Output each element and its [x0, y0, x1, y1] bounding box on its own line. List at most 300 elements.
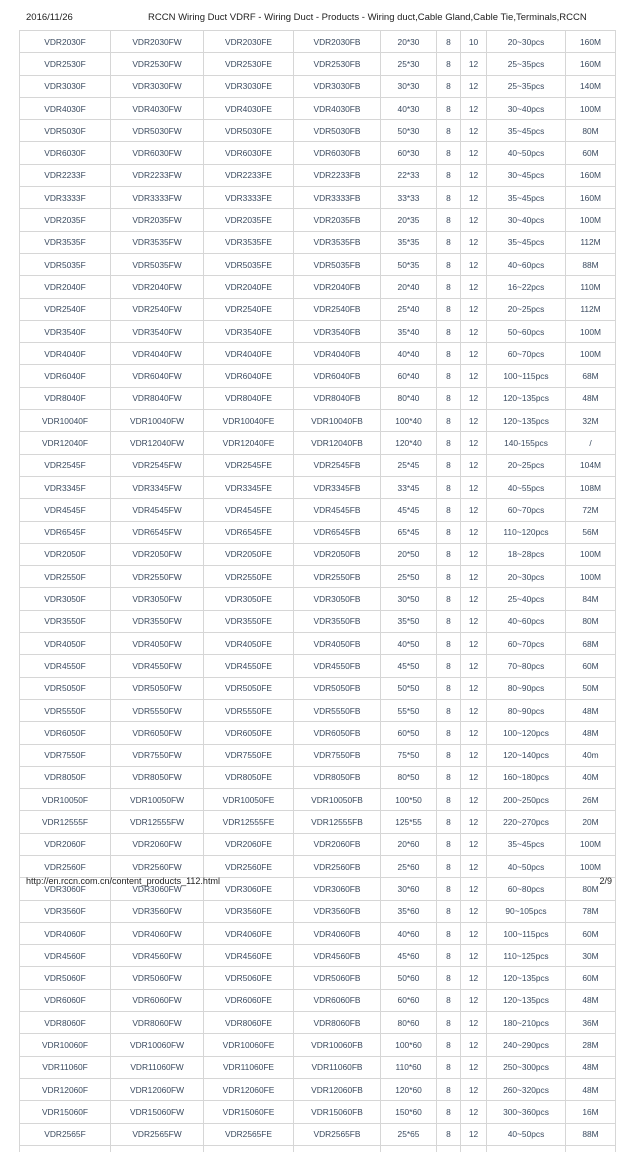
- table-cell: 12: [461, 343, 487, 365]
- table-cell: 10: [461, 31, 487, 53]
- table-cell: 140M: [566, 75, 616, 97]
- table-cell: VDR2030F: [20, 31, 111, 53]
- table-cell: VDR2560FW: [111, 855, 204, 877]
- table-cell: VDR3345FE: [204, 476, 294, 498]
- table-cell: 50*60: [381, 967, 437, 989]
- table-cell: VDR2060FE: [204, 833, 294, 855]
- table-cell: VDR2040FE: [204, 276, 294, 298]
- table-cell: VDR11060FW: [111, 1056, 204, 1078]
- table-cell: VDR3560FB: [294, 900, 381, 922]
- table-row: [20, 499, 616, 521]
- table-cell: 40M: [566, 766, 616, 788]
- table-cell: VDR3030FW: [111, 75, 204, 97]
- table-cell: 25~35pcs: [487, 75, 566, 97]
- table-cell: 12: [461, 410, 487, 432]
- table-cell: VDR5060FW: [111, 967, 204, 989]
- table-cell: 8: [437, 967, 461, 989]
- table-cell: VDR11060F: [20, 1056, 111, 1078]
- table-cell: VDR11060FE: [204, 1056, 294, 1078]
- table-cell: VDR10040F: [20, 410, 111, 432]
- table-cell: 12: [461, 789, 487, 811]
- table-cell: VDR3560F: [20, 900, 111, 922]
- table-cell: VDR5030F: [20, 120, 111, 142]
- table-cell: VDR2050FB: [294, 543, 381, 565]
- table-cell: VDR2040F: [20, 276, 111, 298]
- table-cell: 45*45: [381, 499, 437, 521]
- table-cell: 50*35: [381, 253, 437, 275]
- table-cell: 12: [461, 655, 487, 677]
- table-cell: 12: [461, 1101, 487, 1123]
- table-cell: 25*30: [381, 53, 437, 75]
- table-cell: 8: [437, 900, 461, 922]
- table-cell: 84M: [566, 588, 616, 610]
- table-cell: 80M: [566, 878, 616, 900]
- table-cell: VDR4040FB: [294, 343, 381, 365]
- table-cell: VDR7550FB: [294, 744, 381, 766]
- table-row: [20, 365, 616, 387]
- table-cell: [381, 1145, 437, 1152]
- table-cell: 20~30pcs: [487, 566, 566, 588]
- table-cell: VDR4560FB: [294, 945, 381, 967]
- table-cell: 12: [461, 1078, 487, 1100]
- table-cell: 8: [437, 454, 461, 476]
- table-cell: 35~45pcs: [487, 833, 566, 855]
- table-cell: 110~120pcs: [487, 521, 566, 543]
- table-cell: 8: [437, 1101, 461, 1123]
- table-cell: 180~210pcs: [487, 1012, 566, 1034]
- table-cell: VDR5030FB: [294, 120, 381, 142]
- table-cell: VDR3550F: [20, 610, 111, 632]
- table-cell: 12: [461, 231, 487, 253]
- table-cell: 20~30pcs: [487, 31, 566, 53]
- table-cell: 50M: [566, 677, 616, 699]
- table-cell: VDR12555FW: [111, 811, 204, 833]
- table-cell: [20, 1145, 111, 1152]
- table-cell: 33*45: [381, 476, 437, 498]
- table-cell: 65*45: [381, 521, 437, 543]
- table-cell: VDR4050FE: [204, 633, 294, 655]
- table-row: [20, 922, 616, 944]
- table-cell: 12: [461, 1012, 487, 1034]
- table-cell: [294, 1145, 381, 1152]
- table-cell: 12: [461, 989, 487, 1011]
- table-cell: [461, 1145, 487, 1152]
- table-row: [20, 142, 616, 164]
- table-cell: 8: [437, 655, 461, 677]
- table-cell: VDR4560F: [20, 945, 111, 967]
- table-cell: 60~70pcs: [487, 633, 566, 655]
- table-cell: 80*50: [381, 766, 437, 788]
- table-cell: 40~50pcs: [487, 855, 566, 877]
- table-cell: 48M: [566, 1056, 616, 1078]
- table-cell: VDR3050FB: [294, 588, 381, 610]
- table-cell: VDR8060FE: [204, 1012, 294, 1034]
- table-cell: 25~40pcs: [487, 588, 566, 610]
- table-cell: 8: [437, 31, 461, 53]
- table-row: [20, 53, 616, 75]
- table-cell: VDR5030FE: [204, 120, 294, 142]
- table-cell: VDR3535FE: [204, 231, 294, 253]
- table-cell: 8: [437, 120, 461, 142]
- table-cell: VDR3345FB: [294, 476, 381, 498]
- table-cell: 88M: [566, 253, 616, 275]
- table-cell: VDR5030FW: [111, 120, 204, 142]
- table-cell: VDR2545FB: [294, 454, 381, 476]
- table-cell: 78M: [566, 900, 616, 922]
- table-cell: VDR3540FB: [294, 320, 381, 342]
- table-cell: 30*50: [381, 588, 437, 610]
- table-cell: 8: [437, 432, 461, 454]
- table-cell: VDR4030F: [20, 97, 111, 119]
- table-row: [20, 75, 616, 97]
- table-cell: 12: [461, 722, 487, 744]
- table-cell: VDR8040FE: [204, 387, 294, 409]
- table-cell: 200~250pcs: [487, 789, 566, 811]
- table-cell: VDR15060FW: [111, 1101, 204, 1123]
- table-cell: 140-155pcs: [487, 432, 566, 454]
- table-cell: 40~50pcs: [487, 142, 566, 164]
- table-cell: 12: [461, 1034, 487, 1056]
- table-cell: 35~45pcs: [487, 120, 566, 142]
- table-cell: 80~90pcs: [487, 677, 566, 699]
- table-cell: 240~290pcs: [487, 1034, 566, 1056]
- table-cell: VDR6060FW: [111, 989, 204, 1011]
- table-cell: VDR2060FB: [294, 833, 381, 855]
- table-cell: VDR12040FB: [294, 432, 381, 454]
- table-cell: 75*50: [381, 744, 437, 766]
- table-cell: 8: [437, 1078, 461, 1100]
- table-cell: 12: [461, 699, 487, 721]
- table-cell: 60~80pcs: [487, 878, 566, 900]
- table-cell: 8: [437, 744, 461, 766]
- table-row: [20, 610, 616, 632]
- table-cell: 48M: [566, 699, 616, 721]
- table-cell: 120~135pcs: [487, 387, 566, 409]
- table-cell: 8: [437, 922, 461, 944]
- page-title: RCCN Wiring Duct VDRF - Wiring Duct - Products - Wiring duct,Cable Gland,Cable Tie,Terminals,RCCN: [148, 12, 587, 23]
- table-cell: 8: [437, 766, 461, 788]
- table-cell: 40~55pcs: [487, 476, 566, 498]
- table-cell: VDR2030FB: [294, 31, 381, 53]
- table-cell: VDR8050FB: [294, 766, 381, 788]
- table-cell: VDR2550F: [20, 566, 111, 588]
- table-cell: VDR15060FE: [204, 1101, 294, 1123]
- table-cell: 8: [437, 677, 461, 699]
- table-cell: VDR5060FB: [294, 967, 381, 989]
- table-cell: 100M: [566, 543, 616, 565]
- page-number: 2/9: [599, 876, 612, 886]
- table-cell: 30~45pcs: [487, 164, 566, 186]
- table-cell: 12: [461, 900, 487, 922]
- table-cell: VDR2040FW: [111, 276, 204, 298]
- table-cell: 48M: [566, 387, 616, 409]
- table-cell: 80M: [566, 120, 616, 142]
- table-cell: VDR11060FB: [294, 1056, 381, 1078]
- table-cell: VDR4060FB: [294, 922, 381, 944]
- table-cell: VDR4040FE: [204, 343, 294, 365]
- table-cell: 40*30: [381, 97, 437, 119]
- table-cell: 32M: [566, 410, 616, 432]
- table-cell: 40~60pcs: [487, 253, 566, 275]
- table-cell: 8: [437, 588, 461, 610]
- table-cell: VDR3345F: [20, 476, 111, 498]
- table-row: [20, 1078, 616, 1100]
- table-row: [20, 1101, 616, 1123]
- table-cell: VDR2565FB: [294, 1123, 381, 1145]
- table-cell: VDR5035FE: [204, 253, 294, 275]
- table-cell: VDR12040F: [20, 432, 111, 454]
- table-cell: VDR6040F: [20, 365, 111, 387]
- table-cell: 12: [461, 1123, 487, 1145]
- table-cell: 60M: [566, 655, 616, 677]
- table-cell: 12: [461, 677, 487, 699]
- table-cell: VDR10060FE: [204, 1034, 294, 1056]
- table-cell: VDR6050FB: [294, 722, 381, 744]
- table-cell: VDR3535F: [20, 231, 111, 253]
- table-cell: 8: [437, 298, 461, 320]
- table-cell: VDR2530FW: [111, 53, 204, 75]
- table-cell: VDR8060F: [20, 1012, 111, 1034]
- table-cell: VDR4060F: [20, 922, 111, 944]
- table-cell: 100*60: [381, 1034, 437, 1056]
- table-cell: 50~60pcs: [487, 320, 566, 342]
- table-cell: 12: [461, 521, 487, 543]
- table-cell: VDR2560FE: [204, 855, 294, 877]
- table-cell: 250~300pcs: [487, 1056, 566, 1078]
- table-cell: 20~25pcs: [487, 454, 566, 476]
- table-cell: 25*60: [381, 855, 437, 877]
- table-cell: 12: [461, 744, 487, 766]
- table-cell: VDR3060FB: [294, 878, 381, 900]
- table-cell: VDR15060F: [20, 1101, 111, 1123]
- table-cell: VDR10050FW: [111, 789, 204, 811]
- table-cell: 8: [437, 410, 461, 432]
- table-row: [20, 766, 616, 788]
- table-cell: 12: [461, 298, 487, 320]
- table-cell: VDR2030FW: [111, 31, 204, 53]
- table-cell: VDR2550FE: [204, 566, 294, 588]
- table-cell: 12: [461, 588, 487, 610]
- table-row: [20, 566, 616, 588]
- table-row: [20, 432, 616, 454]
- table-cell: 100M: [566, 855, 616, 877]
- table-row: [20, 989, 616, 1011]
- table-cell: [204, 1145, 294, 1152]
- table-cell: VDR5550FB: [294, 699, 381, 721]
- table-cell: 8: [437, 543, 461, 565]
- table-cell: VDR3060F: [20, 878, 111, 900]
- table-cell: VDR4560FW: [111, 945, 204, 967]
- table-cell: VDR3540FE: [204, 320, 294, 342]
- print-date: 2016/11/26: [26, 12, 73, 23]
- table-cell: 8: [437, 633, 461, 655]
- table-cell: VDR8050FE: [204, 766, 294, 788]
- table-cell: 72M: [566, 499, 616, 521]
- table-row: [20, 633, 616, 655]
- table-cell: 28M: [566, 1034, 616, 1056]
- table-cell: VDR8060FB: [294, 1012, 381, 1034]
- table-cell: VDR2060FW: [111, 833, 204, 855]
- table-cell: 40~60pcs: [487, 610, 566, 632]
- table-cell: 30*30: [381, 75, 437, 97]
- table-cell: 35*60: [381, 900, 437, 922]
- table-cell: 150*60: [381, 1101, 437, 1123]
- table-cell: 112M: [566, 231, 616, 253]
- table-cell: 30*60: [381, 878, 437, 900]
- table-cell: 25*45: [381, 454, 437, 476]
- table-cell: 112M: [566, 298, 616, 320]
- table-cell: 25*65: [381, 1123, 437, 1145]
- table-cell: VDR6030FB: [294, 142, 381, 164]
- table-cell: 16~22pcs: [487, 276, 566, 298]
- table-cell: [111, 1145, 204, 1152]
- table-cell: 12: [461, 878, 487, 900]
- table-cell: VDR5035FB: [294, 253, 381, 275]
- table-cell: 8: [437, 387, 461, 409]
- table-cell: 20*60: [381, 833, 437, 855]
- table-cell: 12: [461, 633, 487, 655]
- table-cell: VDR2233FB: [294, 164, 381, 186]
- table-cell: 8: [437, 1012, 461, 1034]
- table-cell: VDR6030FE: [204, 142, 294, 164]
- table-row: [20, 343, 616, 365]
- table-cell: 8: [437, 521, 461, 543]
- table-cell: 25*50: [381, 566, 437, 588]
- table-cell: 30~40pcs: [487, 209, 566, 231]
- table-row: [20, 677, 616, 699]
- table-cell: VDR2550FW: [111, 566, 204, 588]
- table-cell: VDR2233FE: [204, 164, 294, 186]
- table-cell: 100M: [566, 209, 616, 231]
- table-cell: VDR2233F: [20, 164, 111, 186]
- table-cell: VDR3060FW: [111, 878, 204, 900]
- table-cell: 68M: [566, 365, 616, 387]
- table-cell: 35*40: [381, 320, 437, 342]
- table-cell: VDR6545F: [20, 521, 111, 543]
- table-cell: 160M: [566, 53, 616, 75]
- table-cell: 100M: [566, 566, 616, 588]
- table-cell: 120~140pcs: [487, 744, 566, 766]
- table-cell: 8: [437, 476, 461, 498]
- table-cell: VDR4040FW: [111, 343, 204, 365]
- table-cell: 12: [461, 833, 487, 855]
- table-cell: 20*30: [381, 31, 437, 53]
- table-cell: VDR3333FE: [204, 187, 294, 209]
- table-cell: 20M: [566, 811, 616, 833]
- table-cell: [437, 1145, 461, 1152]
- table-cell: 56M: [566, 521, 616, 543]
- table-row: [20, 31, 616, 53]
- table-cell: 35*35: [381, 231, 437, 253]
- table-cell: VDR3560FW: [111, 900, 204, 922]
- table-cell: VDR4050F: [20, 633, 111, 655]
- table-cell: VDR3030FB: [294, 75, 381, 97]
- table-row: [20, 454, 616, 476]
- table-cell: 40*60: [381, 922, 437, 944]
- table-row: [20, 811, 616, 833]
- table-cell: 80*40: [381, 387, 437, 409]
- table-row: [20, 833, 616, 855]
- table-cell: 22*33: [381, 164, 437, 186]
- table-cell: 8: [437, 833, 461, 855]
- table-cell: 36M: [566, 1012, 616, 1034]
- table-cell: VDR6040FB: [294, 365, 381, 387]
- table-row: [20, 253, 616, 275]
- table-cell: VDR3333FW: [111, 187, 204, 209]
- table-cell: 8: [437, 320, 461, 342]
- table-cell: VDR3540FW: [111, 320, 204, 342]
- table-cell: VDR4040F: [20, 343, 111, 365]
- table-cell: VDR6060FB: [294, 989, 381, 1011]
- table-cell: VDR3535FW: [111, 231, 204, 253]
- table-cell: VDR6050F: [20, 722, 111, 744]
- table-cell: VDR3030F: [20, 75, 111, 97]
- table-cell: 12: [461, 499, 487, 521]
- table-cell: 160M: [566, 164, 616, 186]
- table-cell: VDR4050FW: [111, 633, 204, 655]
- table-cell: 12: [461, 142, 487, 164]
- table-cell: 50*50: [381, 677, 437, 699]
- table-cell: 12: [461, 811, 487, 833]
- table-cell: VDR4545FB: [294, 499, 381, 521]
- table-cell: 40*50: [381, 633, 437, 655]
- table-cell: 160M: [566, 187, 616, 209]
- table-cell: VDR2035FW: [111, 209, 204, 231]
- table-cell: 60*40: [381, 365, 437, 387]
- table-cell: VDR4550FB: [294, 655, 381, 677]
- table-cell: VDR6545FE: [204, 521, 294, 543]
- table-cell: VDR3060FE: [204, 878, 294, 900]
- table-cell: 60*50: [381, 722, 437, 744]
- table-cell: 8: [437, 945, 461, 967]
- table-cell: 12: [461, 967, 487, 989]
- table-cell: 80~90pcs: [487, 699, 566, 721]
- table-cell: VDR2560F: [20, 855, 111, 877]
- table-cell: 48M: [566, 722, 616, 744]
- table-cell: 8: [437, 499, 461, 521]
- table-cell: VDR4060FE: [204, 922, 294, 944]
- table-row: [20, 1123, 616, 1145]
- table-cell: 60M: [566, 967, 616, 989]
- table-cell: VDR2545FW: [111, 454, 204, 476]
- table-cell: VDR7550FE: [204, 744, 294, 766]
- table-cell: VDR2030FE: [204, 31, 294, 53]
- table-row: [20, 900, 616, 922]
- table-cell: 100*40: [381, 410, 437, 432]
- table-cell: 12: [461, 164, 487, 186]
- table-row: [20, 164, 616, 186]
- table-row: [20, 187, 616, 209]
- table-cell: 8: [437, 231, 461, 253]
- table-row: [20, 722, 616, 744]
- table-cell: 16M: [566, 1101, 616, 1123]
- table-row: [20, 967, 616, 989]
- table-cell: 8: [437, 878, 461, 900]
- table-cell: 110*60: [381, 1056, 437, 1078]
- table-cell: 80*60: [381, 1012, 437, 1034]
- table-cell: VDR8040FW: [111, 387, 204, 409]
- table-cell: VDR3030FE: [204, 75, 294, 97]
- table-cell: VDR8050FW: [111, 766, 204, 788]
- table-cell: VDR4060FW: [111, 922, 204, 944]
- table-cell: VDR3050FE: [204, 588, 294, 610]
- table-cell: 12: [461, 53, 487, 75]
- table-cell: VDR5050F: [20, 677, 111, 699]
- table-cell: VDR4550FE: [204, 655, 294, 677]
- table-cell: 8: [437, 610, 461, 632]
- table-row: [20, 476, 616, 498]
- table-cell: 8: [437, 164, 461, 186]
